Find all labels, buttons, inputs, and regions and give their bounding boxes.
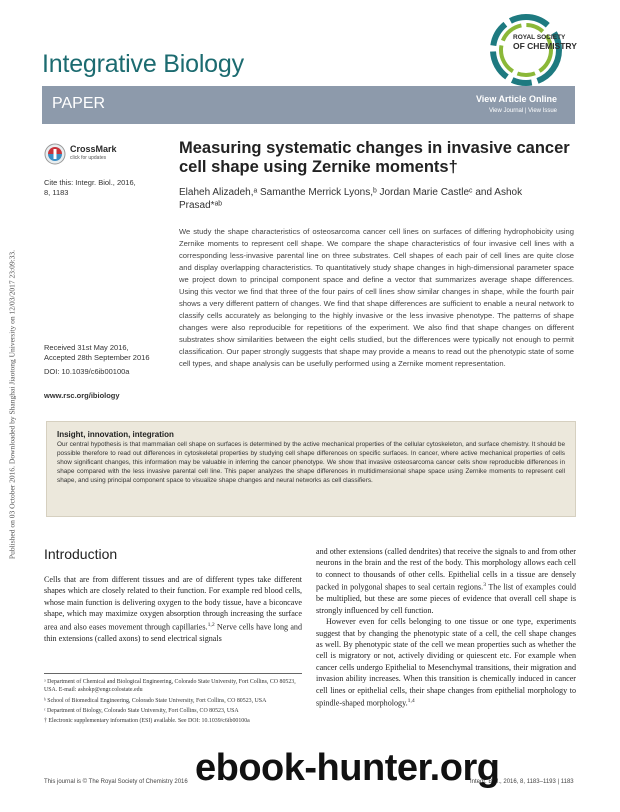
footnote-a: ᵃ Department of Chemical and Biological Engineering, Colorado State University, Fort Collins, CO 80523, USA. E-mail: ashokp@engr.colostate.edu: [44, 679, 296, 694]
citation-ref[interactable]: 3: [483, 582, 487, 589]
article-dates: [44, 343, 150, 362]
footnote-esi: † Electronic supplementary information (ESI) available. See DOI: 10.1039/c6ib00100a: [44, 718, 250, 725]
journal-website-link[interactable]: www.rsc.org/ibiology: [44, 391, 120, 400]
footnote-b: ᵇ School of Biomedical Engineering, Colorado State University, Fort Collins, CO 80523, USA: [44, 697, 267, 704]
body-column-right: [316, 546, 576, 709]
article-title: Measuring systematic changes in invasive cancer cell shape using Zernike moments†: [179, 139, 570, 176]
accepted-date: Accepted 28th September 2016: [44, 352, 150, 362]
citation-info: [44, 178, 136, 197]
intro-paragraph-2-tail: The list of examples could be multiplied, but these are some pieces of evidence that overall cell shape is strongly influenced by cell function.: [316, 582, 576, 615]
citation-line-1: Cite this: Integr. Biol., 2016,: [44, 178, 136, 187]
view-online-link[interactable]: View Article Online: [475, 94, 557, 104]
journal-title: Integrative Biology: [42, 50, 244, 78]
received-date: Received 31st May 2016,: [44, 343, 129, 352]
crossmark-subtitle: click for updates: [70, 155, 107, 161]
intro-paragraph-1: Cells that are from different tissues and are of different types take different shapes which are closely related to their function. For example red blood cells, whose main function is delivering oxygen to the body tissue, have a biconcave shape, which may maximize oxygen absorption through increasing the surface area and also eases movement through capillaries.: [44, 575, 302, 632]
intro-paragraph-3: [316, 616, 576, 709]
crossmark-title: CrossMark: [70, 144, 117, 154]
paper-bar: [42, 86, 575, 124]
section-label: PAPER: [52, 95, 106, 112]
journal-issue-links[interactable]: View Journal | View Issue: [488, 108, 557, 114]
section-heading: Introduction: [44, 546, 118, 562]
intro-paragraph-1-tail: Nerve cells have long and thin extensions (called axons) to send electrical signals: [44, 622, 303, 643]
citation-line-2: 8, 1183: [44, 187, 69, 197]
citation-ref[interactable]: 1,2: [207, 621, 215, 628]
author-list: Elaheh Alizadeh,ᵃ Samanthe Merrick Lyons,ᵇ Jordan Marie Castleᶜ and Ashok Prasad*ᵃᵇ: [179, 187, 523, 211]
download-note: Published on 03 October 2016. Downloaded by Shanghai Jiaotong University on 12/03/2017 23:09:33.: [7, 249, 17, 560]
intro-paragraph-3-text: However even for cells belonging to one tissue or one type, experiments suggest that by changing the phenotypic state of a cell, the cell shape changes as well. By phenotypic state of the cell we mean properties such as whether the cell is migratory or not, actively dividing or quiescent etc. For example when cancer cells undergo Epithelial to Mesenchymal transitions, their migration and invasion ability increases. When this transition is chemically induced in cancer cell lines or epithelial cells, their shape changes from epithelial morphology to spindle-shaped morphology.: [316, 617, 576, 708]
footer-page-info: Integr. Biol., 2016, 8, 1183–1193 | 1183: [470, 779, 574, 785]
footer-copyright: This journal is © The Royal Society of Chemistry 2016: [44, 779, 188, 785]
watermark: ebook-hunter.org: [195, 747, 500, 789]
body-column-left: [44, 574, 302, 644]
footnote-c: ᶜ Department of Biology, Colorado State University, Fort Collins, CO 80523, USA: [44, 707, 239, 714]
crossmark-icon: [44, 143, 66, 165]
crossmark-badge[interactable]: [44, 141, 116, 167]
abstract: We study the shape characteristics of osteosarcoma cancer cell lines on surfaces of differing hydrophobicity using Zernike moments to represent cell shape. We compare the shape characteristics of four invasive cell lines with a corresponding less-invasive parental line on three substrates. Cell shapes of each pair of cell lines are quite close and display overlapping characteristics. To quantitatively study shape changes in high-dimensional parameter space we project down to principal component space and define a vector that summarizes average shape differences. Using this vector we find that three of the four pairs of cell lines show similar changes in shape, while the fourth pair shows a very different pattern of changes. We find that shape differences are sufficient to enable a neural network to classify cells accurately as belonging to the highly invasive or the less invasive phenotype. The patterns of shape changes were also reproducible for repetitions of the experiment. We also find that shape changes on different substrates show similarities between the eight cells studied, but the differences were typically not enough to permit classification. Our paper strongly suggests that shape may provide a means to read out the phenotypic state of some cell types, and shape analysis can be usefully performed using a Zernike moment representation.: [179, 227, 574, 368]
publisher-line-1: ROYAL SOCIETY: [513, 34, 566, 41]
insight-box: [46, 421, 576, 517]
doi[interactable]: DOI: 10.1039/c6ib00100a: [44, 367, 130, 376]
insight-title: Insight, innovation, integration: [57, 430, 174, 439]
intro-paragraph-2: [316, 546, 576, 616]
affiliation-footnotes: [44, 673, 302, 727]
citation-ref[interactable]: 1,4: [407, 697, 415, 704]
publisher-line-2: OF CHEMISTRY: [513, 41, 577, 51]
publisher-name: [513, 34, 577, 50]
intro-paragraph-2-text: and other extensions (called dendrites) that receive the signals to and from other neurons in the brain and the rest of the body. This morphology allows each cell to connect to thousands of other cells. Epithelial cells in a tissue are densely packed in polygonal shapes to seal certain regions.: [316, 547, 576, 592]
insight-text: Our central hypothesis is that mammalian cell shape on surfaces is determined by the active mechanical properties of the cellular cytoskeleton, and surface chemistry. It should be possible therefore to read out differences in cytoskeletal properties by studying cell shape differences on specific surfaces. In cancer, where active mechanical properties of cells show significant changes, this information may be valuable in inferring the cancer phenotype. We show that invasive osteosarcoma cancer cells show reproducible differences in shape compared with the less invasive parental cell line. This paper analyzes the shape differences in multidimensional shape space using Zernike moments to represent cell shape, and using principal component space to visualize shape changes and neural networks as cell classifiers.: [57, 441, 565, 484]
